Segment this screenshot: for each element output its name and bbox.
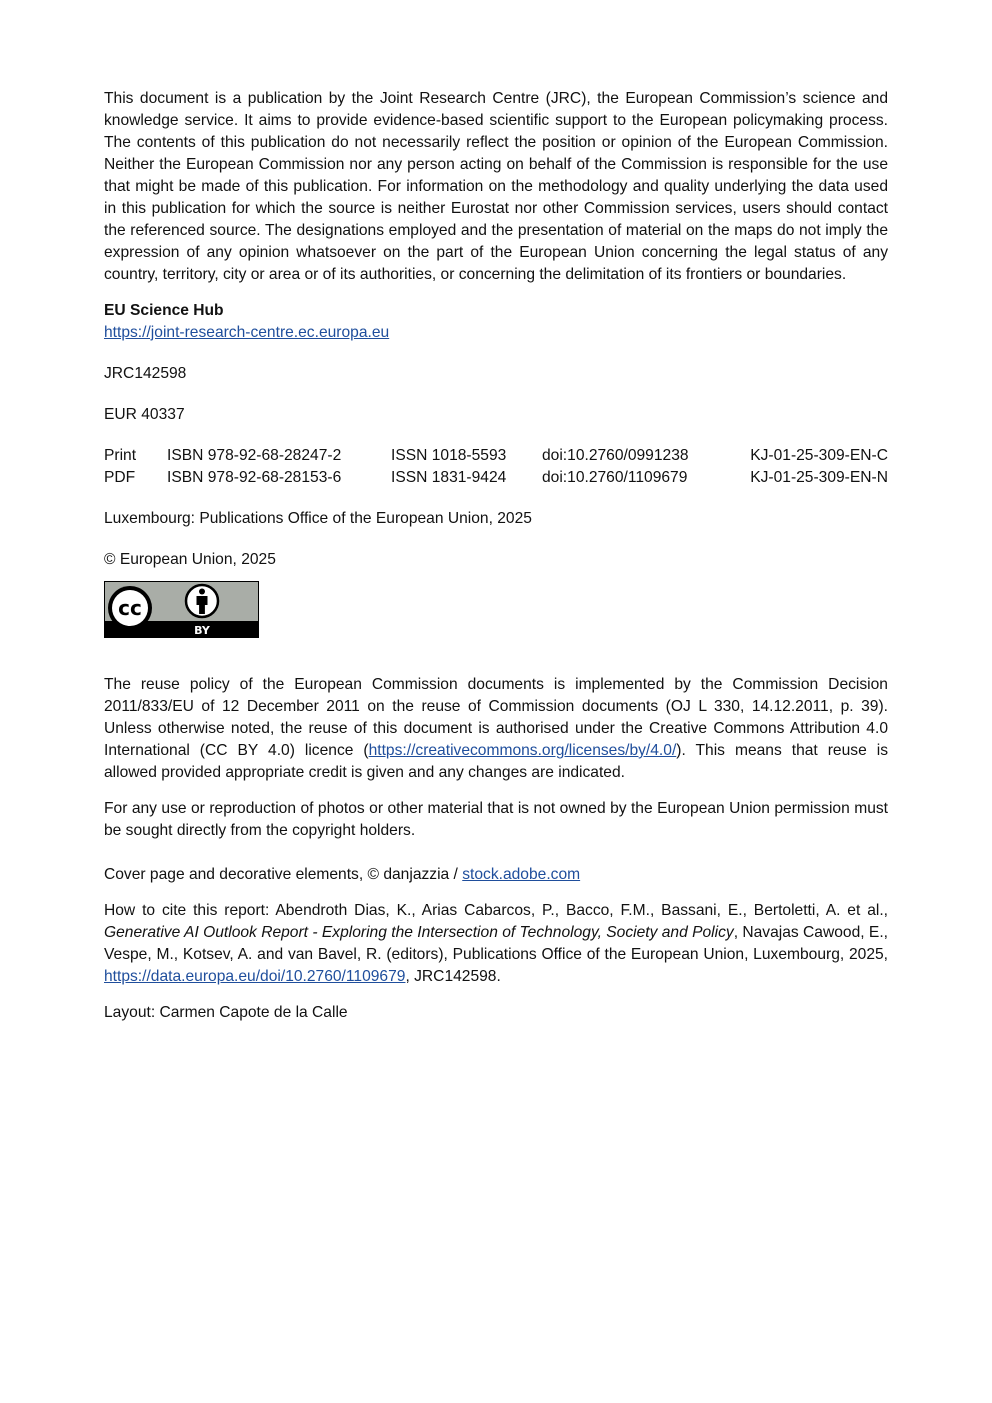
copyright-line: © European Union, 2025 [104, 551, 276, 568]
layout-credit: Layout: Carmen Capote de la Calle [104, 1004, 348, 1021]
by-label: BY [194, 624, 210, 637]
isbn-value: ISBN 978-92-68-28247-2 [167, 447, 342, 464]
citation-authors: How to cite this report: Abendroth Dias, K., Arias Cabarcos, P., Bacco, F.M., Bassani, E., Bertoletti, A. et al., [104, 902, 888, 919]
doi-value: doi:10.2760/1109679 [542, 469, 688, 486]
issn-value: ISSN 1018-5593 [391, 447, 507, 464]
doi-value: doi:10.2760/0991238 [542, 447, 689, 464]
disclaimer-paragraph: This document is a publication by the Joint Research Centre (JRC), the European Commission’s science and knowledge service. It aims to provide evidence-based scientific support to the European policymaking process. The contents of this publication do not necessarily reflect the position or opinion of the European Commission. Neither the European Commission nor any person acting on behalf of the Commission is responsible for the use that might be made of this publication. For information on the methodology and quality underlying the data used in this publication for which the source is neither Eurostat nor other Commission services, users should contact the referenced source. The designations employed and the presentation of material on the maps do not imply the expression of any opinion whatsoever on the part of the European Union concerning the legal status of any country, territory, city or area or of its authorities, or concerning the delimitation of its frontiers or boundaries. [104, 90, 888, 283]
cc-icon [108, 586, 152, 630]
catalogue-number: KJ-01-25-309-EN-N [750, 469, 888, 486]
catalogue-number: KJ-01-25-309-EN-C [750, 447, 888, 464]
cc-licence-link[interactable]: https://creativecommons.org/licenses/by/4.0/ [368, 742, 677, 759]
cover-credit-text: Cover page and decorative elements, © danjazzia / [104, 866, 463, 883]
cc-icon-text: cc [118, 596, 142, 620]
citation-suffix: , JRC142598. [405, 968, 501, 985]
reuse-policy-paragraph [104, 674, 888, 784]
eur-number: EUR 40337 [104, 406, 185, 423]
format-label: Print [104, 447, 137, 464]
photos-notice: For any use or reproduction of photos or other material that is not owned by the European Union permission must be sought directly from the copyright holders. [104, 800, 888, 839]
doi-link[interactable]: https://data.europa.eu/doi/10.2760/1109679 [104, 968, 406, 985]
identifiers-table [104, 445, 888, 489]
publisher-line: Luxembourg: Publications Office of the European Union, 2025 [104, 510, 532, 527]
stock-adobe-link[interactable]: stock.adobe.com [462, 866, 581, 883]
attribution-person-icon [186, 585, 218, 617]
citation-paragraph [104, 900, 888, 988]
identifier-row-print [104, 445, 888, 467]
isbn-value: ISBN 978-92-68-28153-6 [167, 469, 342, 486]
hub-title: EU Science Hub [104, 302, 224, 319]
jrc-number: JRC142598 [104, 365, 187, 382]
issn-value: ISSN 1831-9424 [391, 469, 507, 486]
format-label: PDF [104, 469, 136, 486]
cc-by-licence-badge [104, 581, 259, 638]
reuse-text-before: The reuse policy of the European Commission documents is implemented by the Commission Decision 2011/833/EU of 12 December 2011 on the reuse of Commission documents (OJ L 330, 14.12.2011, p. 39). Unless otherwise noted, the reuse of this document is authorised under the Creative Commons Attribution 4.0 International (CC BY 4.0) licence ( [104, 676, 888, 759]
reuse-text-after: ). This means that reuse is allowed provided appropriate credit is given and any changes are indicated. [104, 742, 888, 781]
citation-title: Generative AI Outlook Report - Exploring the Intersection of Technology, Society and Policy [104, 924, 734, 941]
hub-link[interactable]: https://joint-research-centre.ec.europa.eu [104, 324, 390, 341]
identifier-row-pdf [104, 467, 888, 489]
citation-editors: , Navajas Cawood, E., Vespe, M., Kotsev, A. and van Bavel, R. (editors), Publications Office of the European Union, Luxembourg, 2025, [104, 924, 888, 963]
imprint-content [104, 88, 888, 1024]
cover-credit [104, 864, 888, 886]
